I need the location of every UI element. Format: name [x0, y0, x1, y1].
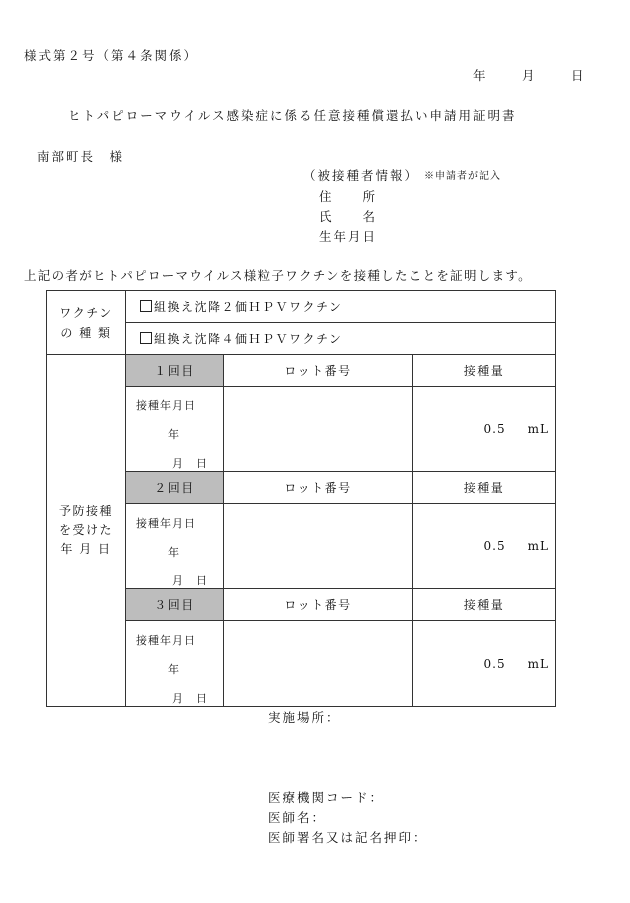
dose1-date-label: 接種年月日 [136, 399, 196, 412]
document-title: ヒトパピローマウイルス感染症に係る任意接種償還払い申請用証明書 [68, 108, 517, 123]
dose3-label: ３回目 [126, 589, 224, 621]
dose1-month-day: 月 日 [172, 457, 208, 470]
date-day: 日 [571, 68, 586, 83]
dose2-date-label: 接種年月日 [136, 517, 196, 530]
dose1-amount: 0.5 mL [413, 387, 556, 472]
dose3-amount: 0.5 mL [413, 621, 556, 707]
dose2-amount: 0.5 mL [413, 504, 556, 589]
vaccine-option-bivalent[interactable]: 組換え沈降２価ＨＰＶワクチン [126, 291, 556, 323]
dose1-lot-header: ロット番号 [224, 355, 413, 387]
dose2-label: ２回目 [126, 472, 224, 504]
form-number: 様式第２号（第４条関係） [24, 48, 199, 63]
recipient-note: ※申請者が記入 [424, 171, 501, 182]
recipient-birthdate-label: 生年月日 [319, 229, 378, 244]
dose2-month-day: 月 日 [172, 574, 208, 587]
dose3-lot-header: ロット番号 [224, 589, 413, 621]
dose1-lot-number[interactable] [224, 387, 413, 472]
dose2-lot-header: ロット番号 [224, 472, 413, 504]
dose3-date-cell[interactable] [126, 621, 224, 707]
dose1-year: 年 [168, 428, 180, 441]
date-year: 年 [473, 68, 488, 83]
place-label: 実施場所： [268, 710, 341, 725]
date-month: 月 [522, 68, 537, 83]
dose2-date-cell[interactable] [126, 504, 224, 589]
recipient-name-label: 氏 名 [319, 209, 378, 224]
institution-code-label: 医療機関コード： [268, 790, 385, 805]
addressee: 南部町長 様 [37, 149, 125, 164]
dose3-amount-header: 接種量 [413, 589, 556, 621]
dose1-amount-header: 接種量 [413, 355, 556, 387]
checkbox-quadrivalent[interactable] [140, 332, 152, 344]
vaccine-option-quadrivalent[interactable]: 組換え沈降４価ＨＰＶワクチン [126, 323, 556, 355]
doctor-name-label: 医師名： [268, 810, 327, 825]
dose3-date-label: 接種年月日 [136, 634, 196, 647]
vaccination-date-label: 予防接種 を受けた 年 月 日 [47, 355, 126, 707]
dose3-year: 年 [168, 663, 180, 676]
dose1-label: １回目 [126, 355, 224, 387]
doctor-signature-label: 医師署名又は記名押印： [268, 830, 428, 845]
recipient-header: （被接種者情報） [303, 168, 420, 183]
dose1-date-cell[interactable] [126, 387, 224, 472]
dose2-lot-number[interactable] [224, 504, 413, 589]
vaccination-table [46, 290, 556, 707]
checkbox-bivalent[interactable] [140, 300, 152, 312]
dose3-month-day: 月 日 [172, 692, 208, 705]
certification-statement: 上記の者がヒトパピローマウイルス様粒子ワクチンを接種したことを証明します。 [24, 268, 532, 283]
recipient-address-label: 住 所 [319, 189, 378, 204]
dose3-lot-number[interactable] [224, 621, 413, 707]
dose2-year: 年 [168, 546, 180, 559]
vaccine-kind-label: ワクチン の 種 類 [47, 291, 126, 355]
dose2-amount-header: 接種量 [413, 472, 556, 504]
